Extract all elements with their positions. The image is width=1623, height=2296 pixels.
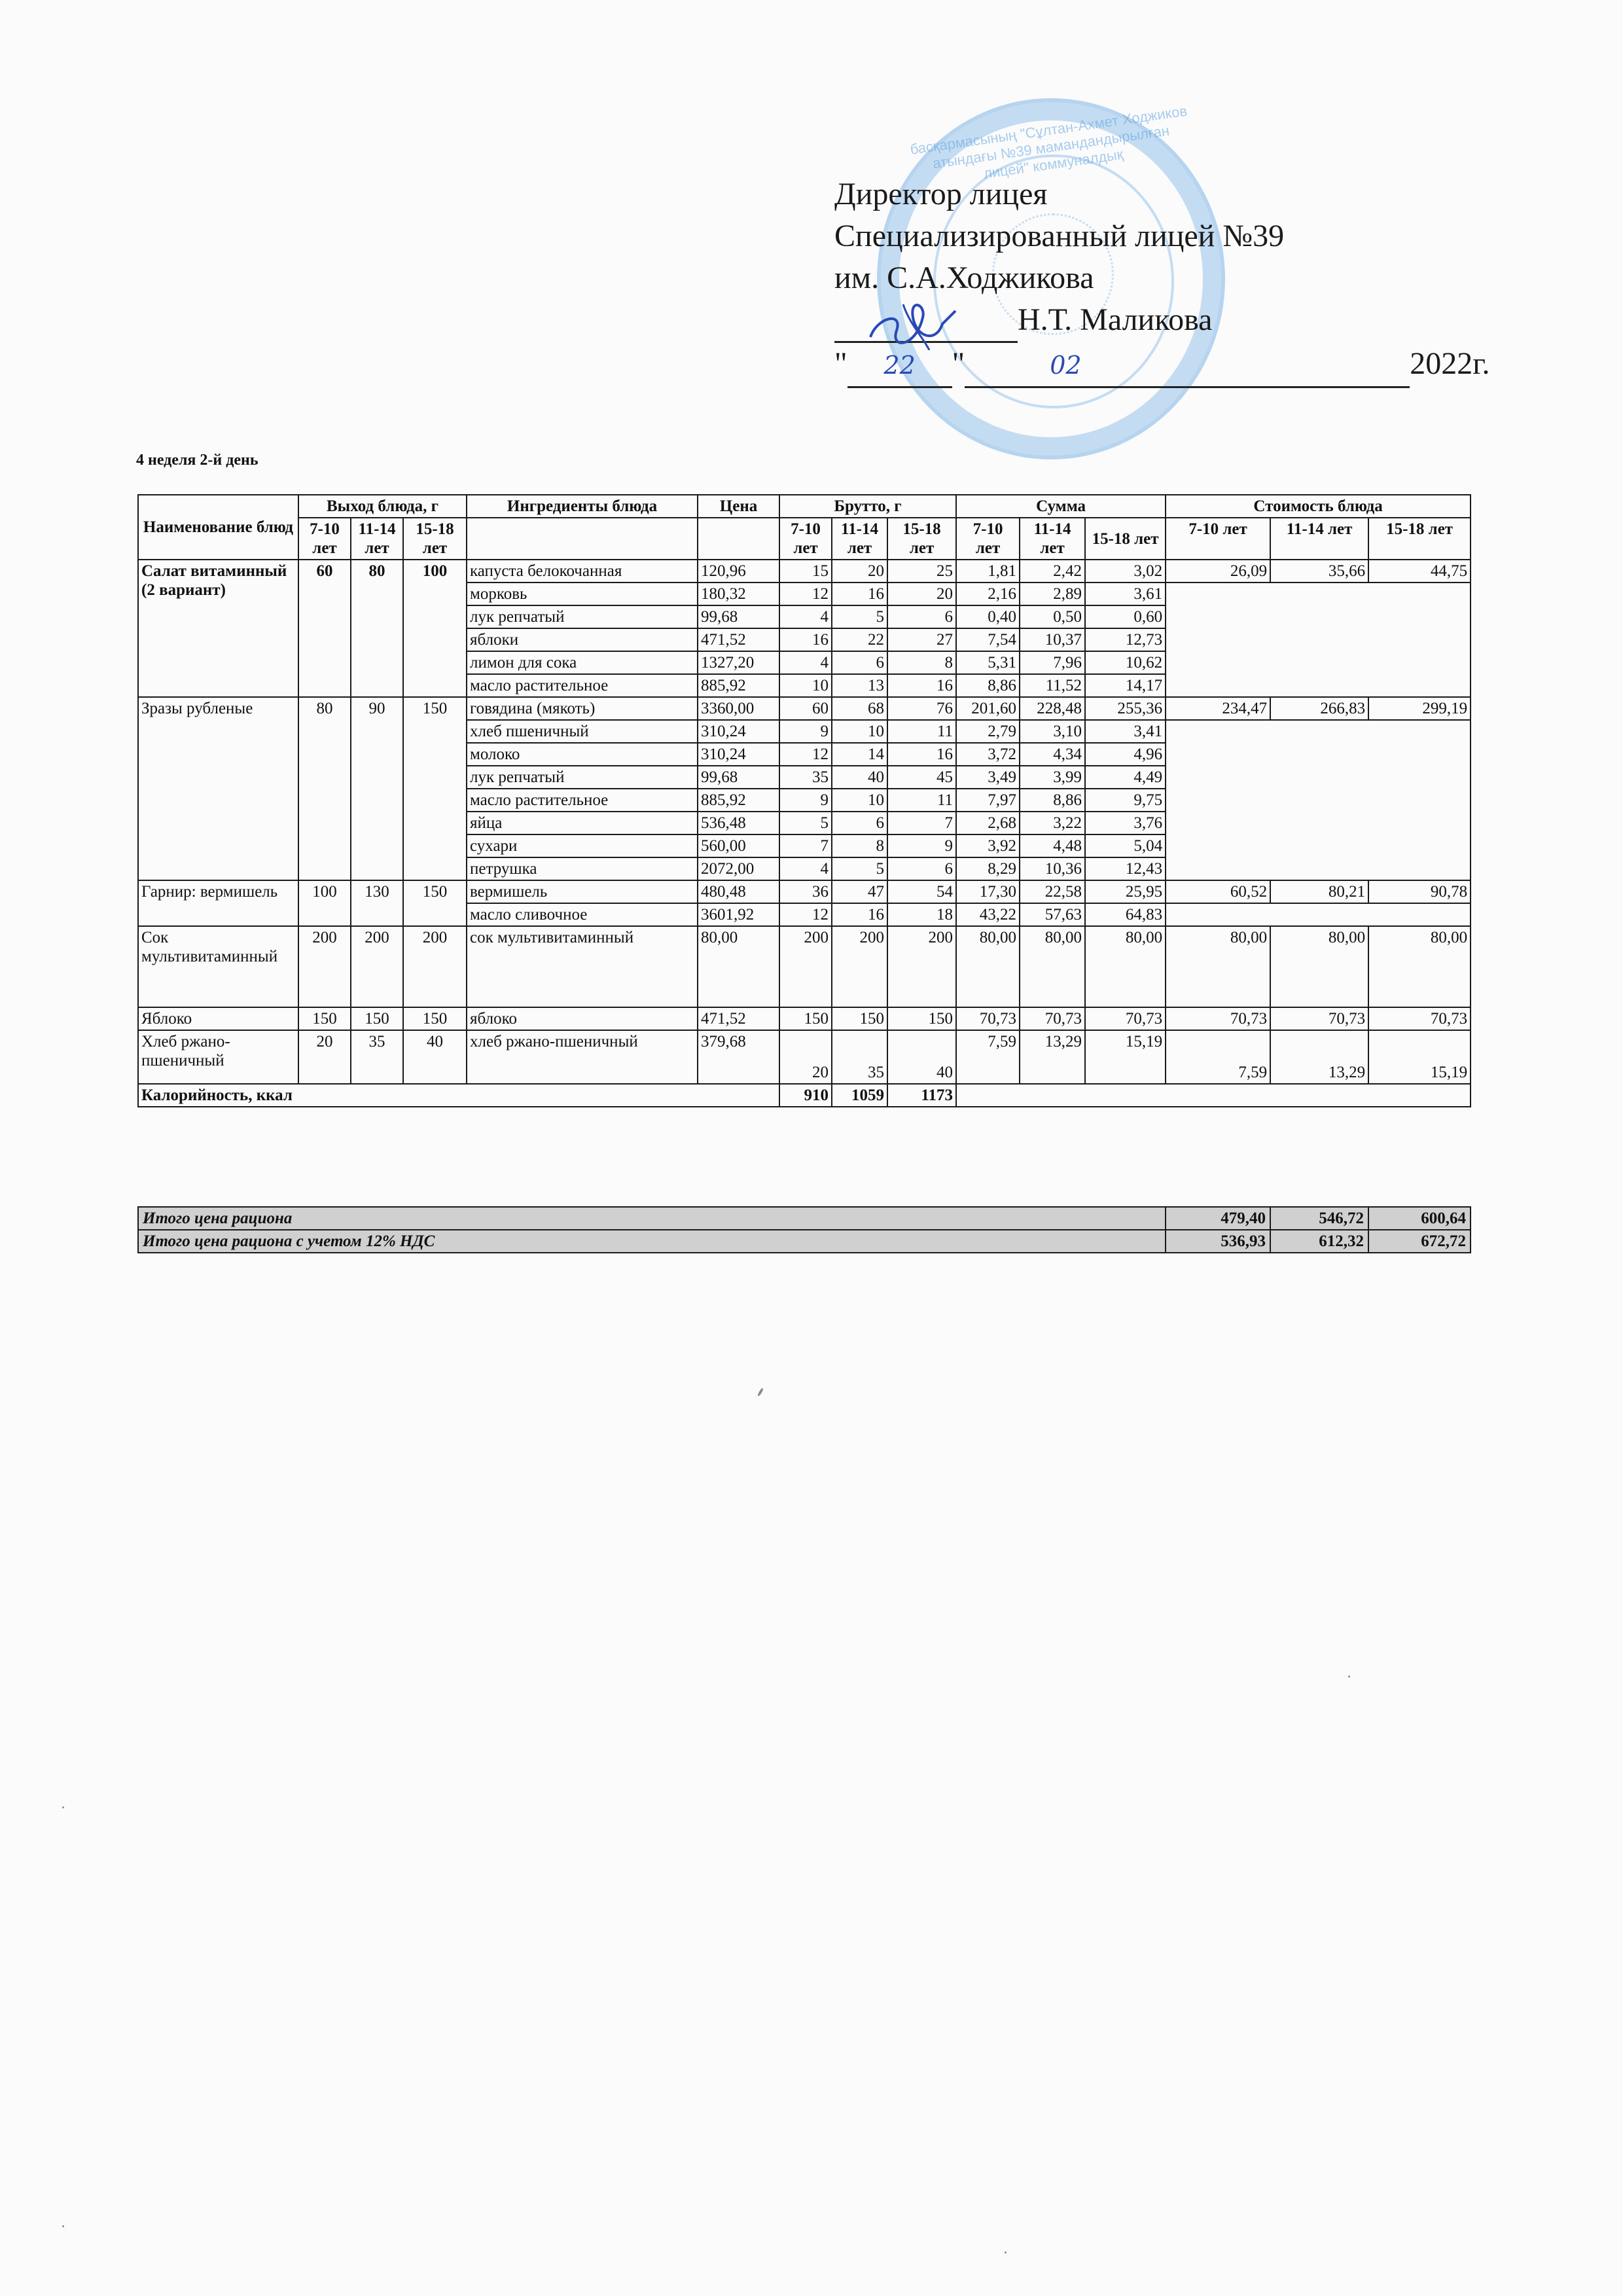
scan-speck [1005,2251,1007,2253]
header-sum-age-1: 7-10 лет [956,518,1020,560]
ingredient-sum-age-1: 7,54 [956,628,1020,651]
dish-name: Гарнир: вермишель [138,880,298,926]
dish-cost-blank [1166,903,1471,926]
ingredient-sum-age-2: 4,34 [1020,743,1085,766]
ingredient-brutto-age-1: 5 [779,812,832,834]
ingredient-sum-age-2: 70,73 [1020,1007,1085,1030]
approval-block [834,173,1489,388]
dish-cost-age-1: 234,47 [1166,697,1270,720]
dish-name: Сок мультивитаминный [138,926,298,1007]
ingredient-sum-age-2: 80,00 [1020,926,1085,1007]
ingredient-row [138,926,1471,1007]
dish-cost-age-2: 80,00 [1270,926,1368,1007]
ingredient-price: 99,68 [698,766,779,789]
ingredient-name: вермишель [467,880,698,903]
ingredient-name: молоко [467,743,698,766]
dish-yield-age-2: 90 [351,697,403,880]
header-row-2 [138,518,1471,560]
dish-yield-age-2: 150 [351,1007,403,1030]
ingredient-brutto-age-3: 16 [887,743,956,766]
dish-cost-age-3: 299,19 [1368,697,1471,720]
header-brutto-age-2: 11-14 лет [832,518,887,560]
dish-yield-age-3: 40 [403,1030,467,1084]
dish-yield-age-3: 150 [403,1007,467,1030]
header-ingredients: Ингредиенты блюда [467,495,698,518]
ingredient-brutto-age-2: 150 [832,1007,887,1030]
calories-row [138,1084,1471,1107]
ingredient-name: масло растительное [467,789,698,812]
ingredient-brutto-age-2: 35 [832,1030,887,1084]
dish-cost-blank [1166,583,1471,697]
calories-label: Калорийность, ккал [138,1084,779,1107]
ingredient-brutto-age-3: 16 [887,674,956,697]
header-brutto-age-1: 7-10 лет [779,518,832,560]
ingredient-brutto-age-1: 4 [779,857,832,880]
ingredient-brutto-age-3: 76 [887,697,956,720]
dish-yield-age-1: 80 [298,697,351,880]
approval-org: Специализированный лицей №39 [834,219,1285,253]
ingredient-sum-age-2: 7,96 [1020,651,1085,674]
ingredient-sum-age-1: 8,29 [956,857,1020,880]
ingredient-price: 120,96 [698,560,779,583]
total-label: Итого цена рациона [138,1207,1166,1230]
ingredient-sum-age-2: 2,42 [1020,560,1085,583]
ingredient-name: масло сливочное [467,903,698,926]
dish-cost-age-2: 70,73 [1270,1007,1368,1030]
ingredient-row [138,880,1471,903]
ingredient-sum-age-1: 3,72 [956,743,1020,766]
dish-cost-age-3: 90,78 [1368,880,1471,903]
director-name: Н.Т. Маликова [1018,302,1213,337]
header-sum-age-2: 11-14 лет [1020,518,1085,560]
dish-yield-age-1: 60 [298,560,351,697]
dish-cost-age-1: 70,73 [1166,1007,1270,1030]
calories-age-1: 910 [779,1084,832,1107]
ingredient-sum-age-2: 3,22 [1020,812,1085,834]
ingredient-name: сухари [467,834,698,857]
dish-cost-age-1: 7,59 [1166,1030,1270,1084]
header-yield-age-2: 11-14 лет [351,518,403,560]
ingredient-price: 180,32 [698,583,779,605]
header-dish-name: Наименование блюд [138,495,298,560]
ingredient-brutto-age-2: 68 [832,697,887,720]
ingredient-price: 1327,20 [698,651,779,674]
ingredient-brutto-age-3: 20 [887,583,956,605]
ingredient-sum-age-1: 3,92 [956,834,1020,857]
ingredient-name: морковь [467,583,698,605]
ingredient-sum-age-1: 17,30 [956,880,1020,903]
total-vat-7-10: 536,93 [1166,1230,1270,1253]
ingredient-brutto-age-1: 9 [779,789,832,812]
ingredient-brutto-age-3: 25 [887,560,956,583]
ingredient-name: хлеб ржано-пшеничный [467,1030,698,1084]
dish-cost-age-1: 80,00 [1166,926,1270,1007]
ingredient-sum-age-3: 3,02 [1085,560,1166,583]
approval-title: Директор лицея [834,177,1048,211]
ingredient-name: лимон для сока [467,651,698,674]
ingredient-brutto-age-2: 10 [832,789,887,812]
date-year: 2022г. [1410,346,1490,381]
ingredient-price: 80,00 [698,926,779,1007]
ingredient-name: масло растительное [467,674,698,697]
dish-name: Зразы рубленые [138,697,298,880]
header-yield: Выход блюда, г [298,495,467,518]
ingredient-sum-age-2: 13,29 [1020,1030,1085,1084]
ingredient-sum-age-3: 64,83 [1085,903,1166,926]
ingredient-brutto-age-3: 40 [887,1030,956,1084]
ingredient-sum-age-3: 3,41 [1085,720,1166,743]
ingredient-brutto-age-1: 12 [779,903,832,926]
header-brutto-age-3: 15-18 лет [887,518,956,560]
ingredient-brutto-age-1: 36 [779,880,832,903]
dish-yield-age-1: 20 [298,1030,351,1084]
dish-cost-age-3: 44,75 [1368,560,1471,583]
ingredient-brutto-age-1: 4 [779,605,832,628]
ingredient-brutto-age-1: 10 [779,674,832,697]
ingredient-brutto-age-2: 10 [832,720,887,743]
ingredient-sum-age-1: 43,22 [956,903,1020,926]
ingredient-price: 480,48 [698,880,779,903]
ingredient-brutto-age-3: 6 [887,605,956,628]
ingredient-name: хлеб пшеничный [467,720,698,743]
ingredient-brutto-age-1: 12 [779,743,832,766]
ingredient-row [138,1030,1471,1084]
ingredient-row [138,1007,1471,1030]
date-month: 02 [965,344,1410,388]
total-vat-11-14: 612,32 [1270,1230,1368,1253]
ingredient-sum-age-3: 14,17 [1085,674,1166,697]
ingredient-sum-age-1: 0,40 [956,605,1020,628]
header-row-1 [138,495,1471,518]
ingredient-sum-age-3: 255,36 [1085,697,1166,720]
ingredient-sum-age-2: 228,48 [1020,697,1085,720]
date-day: 22 [847,344,952,388]
ingredient-sum-age-1: 80,00 [956,926,1020,1007]
header-ingredients-blank [467,518,698,560]
ingredient-price: 471,52 [698,1007,779,1030]
dish-yield-age-2: 200 [351,926,403,1007]
header-sum-age-3: 15-18 лет [1085,518,1166,560]
ingredient-brutto-age-2: 8 [832,834,887,857]
ingredient-name: говядина (мякоть) [467,697,698,720]
header-cost-age-3: 15-18 лет [1368,518,1471,560]
ingredient-brutto-age-1: 12 [779,583,832,605]
ingredient-brutto-age-3: 11 [887,789,956,812]
ingredient-sum-age-1: 5,31 [956,651,1020,674]
ingredient-price: 379,68 [698,1030,779,1084]
ingredient-price: 3601,92 [698,903,779,926]
total-15-18: 600,64 [1368,1207,1471,1230]
stamp-text: басқармасының "Сұлтан-Ахмет Ходжиков атындағы №39 мамандандырылған лицей" коммуналдық [909,102,1188,182]
ingredient-brutto-age-3: 27 [887,628,956,651]
dish-yield-age-2: 35 [351,1030,403,1084]
ingredient-sum-age-1: 70,73 [956,1007,1020,1030]
dish-yield-age-3: 100 [403,560,467,697]
header-cost-age-2: 11-14 лет [1270,518,1368,560]
ingredient-brutto-age-2: 16 [832,903,887,926]
ingredient-brutto-age-1: 16 [779,628,832,651]
ingredient-sum-age-3: 12,73 [1085,628,1166,651]
ingredient-brutto-age-1: 15 [779,560,832,583]
ingredient-brutto-age-3: 200 [887,926,956,1007]
scan-speck [62,2225,64,2227]
ingredient-brutto-age-2: 16 [832,583,887,605]
ingredient-name: сок мультивитаминный [467,926,698,1007]
ingredient-row [138,560,1471,583]
ingredient-sum-age-3: 70,73 [1085,1007,1166,1030]
header-sum: Сумма [956,495,1166,518]
dish-cost-age-3: 80,00 [1368,926,1471,1007]
ingredient-brutto-age-1: 9 [779,720,832,743]
dish-cost-age-2: 266,83 [1270,697,1368,720]
dish-yield-age-3: 150 [403,697,467,880]
ingredient-price: 885,92 [698,674,779,697]
header-price: Цена [698,495,779,518]
header-cost-age-1: 7-10 лет [1166,518,1270,560]
ingredient-sum-age-2: 3,10 [1020,720,1085,743]
ingredient-price: 471,52 [698,628,779,651]
dish-yield-age-1: 150 [298,1007,351,1030]
ingredient-sum-age-3: 12,43 [1085,857,1166,880]
dish-cost-blank [1166,720,1471,880]
calories-blank [956,1084,1471,1107]
ingredient-sum-age-2: 0,50 [1020,605,1085,628]
menu-body [138,560,1471,1107]
ingredient-sum-age-2: 10,36 [1020,857,1085,880]
ingredient-price: 99,68 [698,605,779,628]
ingredient-brutto-age-3: 45 [887,766,956,789]
dish-cost-age-2: 80,21 [1270,880,1368,903]
ingredient-brutto-age-3: 11 [887,720,956,743]
ingredient-price: 310,24 [698,743,779,766]
approval-named-after: им. С.А.Ходжикова [834,260,1094,295]
ingredient-sum-age-2: 4,48 [1020,834,1085,857]
ingredient-brutto-age-2: 40 [832,766,887,789]
day-label: 4 неделя 2-й день [136,452,259,469]
dish-cost-age-1: 26,09 [1166,560,1270,583]
ingredient-sum-age-3: 0,60 [1085,605,1166,628]
dish-yield-age-3: 150 [403,880,467,926]
date-quote-open: " [834,346,847,381]
ingredient-sum-age-2: 8,86 [1020,789,1085,812]
total-11-14: 546,72 [1270,1207,1368,1230]
total-vat-label: Итого цена рациона с учетом 12% НДС [138,1230,1166,1253]
ingredient-brutto-age-2: 5 [832,857,887,880]
ingredient-price: 310,24 [698,720,779,743]
ingredient-brutto-age-2: 200 [832,926,887,1007]
ingredient-brutto-age-1: 60 [779,697,832,720]
dish-name: Яблоко [138,1007,298,1030]
dish-cost-age-3: 70,73 [1368,1007,1471,1030]
ingredient-brutto-age-1: 35 [779,766,832,789]
ingredient-sum-age-2: 3,99 [1020,766,1085,789]
ingredient-brutto-age-2: 13 [832,674,887,697]
ingredient-brutto-age-3: 6 [887,857,956,880]
calories-age-2: 1059 [832,1084,887,1107]
ingredient-name: капуста белокочанная [467,560,698,583]
ingredient-sum-age-2: 22,58 [1020,880,1085,903]
ingredient-sum-age-2: 57,63 [1020,903,1085,926]
header-yield-age-1: 7-10 лет [298,518,351,560]
dish-cost-age-2: 35,66 [1270,560,1368,583]
ingredient-name: яблоки [467,628,698,651]
menu-table [137,494,1471,1107]
ingredient-brutto-age-1: 200 [779,926,832,1007]
totals-table [137,1206,1471,1253]
ingredient-name: лук репчатый [467,766,698,789]
ingredient-sum-age-2: 11,52 [1020,674,1085,697]
total-vat-row [138,1230,1471,1253]
ingredient-sum-age-1: 1,81 [956,560,1020,583]
ingredient-sum-age-1: 7,97 [956,789,1020,812]
scan-speck [1348,1676,1350,1677]
ingredient-price: 3360,00 [698,697,779,720]
ingredient-brutto-age-1: 7 [779,834,832,857]
dish-yield-age-1: 100 [298,880,351,926]
ingredient-sum-age-3: 3,61 [1085,583,1166,605]
calories-age-3: 1173 [887,1084,956,1107]
ingredient-brutto-age-2: 22 [832,628,887,651]
ingredient-sum-age-3: 15,19 [1085,1030,1166,1084]
ingredient-brutto-age-3: 54 [887,880,956,903]
ingredient-name: яйца [467,812,698,834]
ingredient-brutto-age-3: 9 [887,834,956,857]
dish-yield-age-3: 200 [403,926,467,1007]
ingredient-brutto-age-1: 4 [779,651,832,674]
ingredient-brutto-age-3: 7 [887,812,956,834]
ingredient-sum-age-2: 2,89 [1020,583,1085,605]
ingredient-sum-age-3: 25,95 [1085,880,1166,903]
ingredient-price: 536,48 [698,812,779,834]
ingredient-sum-age-3: 10,62 [1085,651,1166,674]
ingredient-sum-age-3: 5,04 [1085,834,1166,857]
ingredient-brutto-age-3: 18 [887,903,956,926]
ingredient-brutto-age-1: 150 [779,1007,832,1030]
ingredient-sum-age-1: 2,16 [956,583,1020,605]
ingredient-brutto-age-2: 5 [832,605,887,628]
ingredient-sum-age-3: 4,96 [1085,743,1166,766]
ingredient-sum-age-2: 10,37 [1020,628,1085,651]
ingredient-brutto-age-1: 20 [779,1030,832,1084]
ingredient-brutto-age-2: 6 [832,651,887,674]
dish-yield-age-1: 200 [298,926,351,1007]
ingredient-brutto-age-2: 47 [832,880,887,903]
dish-cost-age-3: 15,19 [1368,1030,1471,1084]
header-dish-cost: Стоимость блюда [1166,495,1471,518]
scan-speck [62,1806,64,1808]
director-signature [864,291,969,350]
ingredient-sum-age-1: 8,86 [956,674,1020,697]
total-vat-15-18: 672,72 [1368,1230,1471,1253]
ingredient-sum-age-1: 2,79 [956,720,1020,743]
ingredient-sum-age-1: 7,59 [956,1030,1020,1084]
ingredient-brutto-age-3: 150 [887,1007,956,1030]
ingredient-sum-age-3: 4,49 [1085,766,1166,789]
header-price-blank [698,518,779,560]
dish-name: Хлеб ржано-пшеничный [138,1030,298,1084]
total-7-10: 479,40 [1166,1207,1270,1230]
ingredient-price: 885,92 [698,789,779,812]
ingredient-brutto-age-2: 20 [832,560,887,583]
total-row [138,1207,1471,1230]
dish-yield-age-2: 80 [351,560,403,697]
ingredient-brutto-age-2: 14 [832,743,887,766]
ingredient-sum-age-3: 9,75 [1085,789,1166,812]
ingredient-row [138,697,1471,720]
ingredient-sum-age-1: 2,68 [956,812,1020,834]
dish-yield-age-2: 130 [351,880,403,926]
header-yield-age-3: 15-18 лет [403,518,467,560]
dish-cost-age-1: 60,52 [1166,880,1270,903]
ingredient-sum-age-1: 201,60 [956,697,1020,720]
scan-mark [757,1388,764,1397]
dish-cost-age-2: 13,29 [1270,1030,1368,1084]
ingredient-name: лук репчатый [467,605,698,628]
ingredient-sum-age-3: 3,76 [1085,812,1166,834]
ingredient-sum-age-1: 3,49 [956,766,1020,789]
ingredient-name: яблоко [467,1007,698,1030]
dish-name: Салат витаминный (2 вариант) [138,560,298,697]
ingredient-sum-age-3: 80,00 [1085,926,1166,1007]
ingredient-name: петрушка [467,857,698,880]
ingredient-brutto-age-3: 8 [887,651,956,674]
ingredient-brutto-age-2: 6 [832,812,887,834]
header-brutto: Брутто, г [779,495,956,518]
date-quote-close: " [952,346,965,381]
ingredient-price: 560,00 [698,834,779,857]
ingredient-price: 2072,00 [698,857,779,880]
